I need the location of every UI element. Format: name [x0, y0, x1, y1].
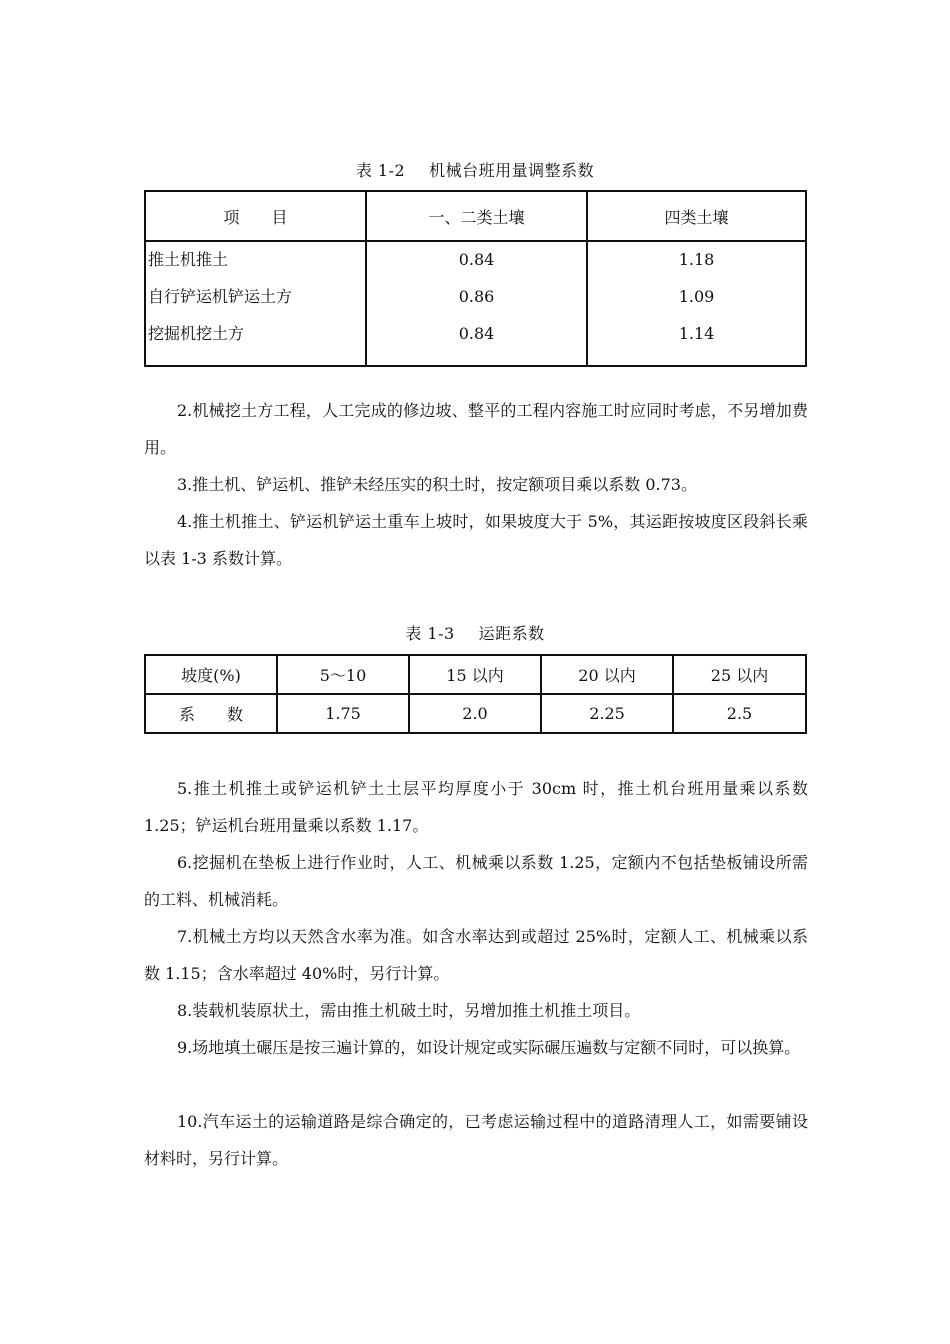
paragraph-9-text: 9.场地填土碾压是按三遍计算的，如设计规定或实际碾压遍数与定额不同时，可以换算。 — [177, 1038, 801, 1057]
paragraph-2-text: 2.机械挖土方工程，人工完成的修边坡、整平的工程内容施工时应同时考虑，不另增加费用。 — [144, 401, 808, 457]
table-1-3-number: 表 1-3 — [405, 624, 455, 643]
table-1-2-soil-1-2-column — [366, 241, 587, 366]
table-1-2-value: 1.09 — [678, 287, 715, 306]
paragraph-7-text: 7.机械土方均以天然含水率为准。如含水率达到或超过 25%时，定额人工、机械乘以系数 1.15；含水率超过 40%时，另行计算。 — [144, 927, 808, 983]
paragraph-3-text: 3.推土机、铲运机、推铲未经压实的积土时，按定额项目乘以系数 0.73。 — [177, 475, 697, 494]
paragraph-7 — [144, 918, 808, 992]
paragraph-10-text: 10.汽车运土的运输道路是综合确定的，已考虑运输过程中的道路清理人工，如需要铺设材料时，另行计算。 — [144, 1112, 808, 1168]
paragraph-8 — [144, 992, 808, 1029]
table-1-2-body-row — [145, 241, 806, 366]
table-1-2-value: 1.18 — [678, 250, 715, 269]
table-1-2-item: 推土机推土 — [148, 250, 229, 269]
table-1-3-header-cell: 25 以内 — [673, 655, 806, 694]
table-1-3-header-cell: 坡度(%) — [145, 655, 277, 694]
table-1-2-value: 0.84 — [458, 324, 495, 343]
table-1-2-header-soil-4: 四类土壤 — [587, 191, 806, 241]
table-1-2-item: 自行铲运机铲运土方 — [148, 287, 293, 306]
table-1-2-soil-4-column — [587, 241, 806, 366]
paragraph-8-text: 8.装载机装原状土，需由推土机破土时，另增加推土机推土项目。 — [177, 1001, 641, 1020]
paragraph-3 — [144, 466, 808, 503]
paragraph-9 — [144, 1029, 808, 1066]
paragraph-5 — [144, 770, 808, 844]
table-1-3-value-row — [145, 694, 806, 733]
table-1-2 — [144, 190, 807, 367]
paragraph-4-text: 4.推土机推土、铲运机铲运土重车上坡时，如果坡度大于 5%，其运距按坡度区段斜长乘以表 1-3 系数计算。 — [144, 512, 808, 568]
table-1-3-header-cell: 20 以内 — [541, 655, 673, 694]
paragraph-4 — [144, 503, 808, 577]
table-1-2-header-item: 项 目 — [145, 191, 366, 241]
table-1-3-value-cell: 2.0 — [409, 694, 541, 733]
table-1-3-row-label: 系 数 — [145, 694, 277, 733]
paragraph-10 — [144, 1103, 808, 1177]
table-1-2-header-soil-1-2: 一、二类土壤 — [366, 191, 587, 241]
table-1-3 — [144, 654, 807, 734]
table-1-2-item-column — [145, 241, 366, 366]
table-1-3-header-cell: 15 以内 — [409, 655, 541, 694]
table-1-3-value-cell: 2.5 — [673, 694, 806, 733]
table-1-2-value: 0.86 — [458, 287, 495, 306]
table-1-2-item: 挖掘机挖土方 — [148, 324, 245, 343]
table-1-3-title: 运距系数 — [478, 624, 545, 643]
table-1-3-caption — [0, 624, 950, 644]
paragraph-5-text: 5.推土机推土或铲运机铲土土层平均厚度小于 30cm 时，推土机台班用量乘以系数 1.25；铲运机台班用量乘以系数 1.17。 — [144, 779, 808, 835]
table-1-3-value-cell: 1.75 — [277, 694, 409, 733]
table-1-2-caption — [0, 161, 950, 181]
table-1-2-number: 表 1-2 — [355, 161, 406, 180]
table-1-3-value-cell: 2.25 — [541, 694, 673, 733]
paragraph-6-text: 6.挖掘机在垫板上进行作业时，人工、机械乘以系数 1.25，定额内不包括垫板铺设所需的工料、机械消耗。 — [144, 853, 808, 909]
table-1-2-title: 机械台班用量调整系数 — [429, 161, 595, 180]
table-1-2-value: 1.14 — [678, 324, 715, 343]
table-1-3-header-cell: 5～10 — [277, 655, 409, 694]
table-1-2-header-row — [145, 191, 806, 241]
table-1-2-value: 0.84 — [458, 250, 495, 269]
paragraph-6 — [144, 844, 808, 918]
paragraph-2 — [144, 392, 808, 466]
table-1-3-header-row — [145, 655, 806, 694]
